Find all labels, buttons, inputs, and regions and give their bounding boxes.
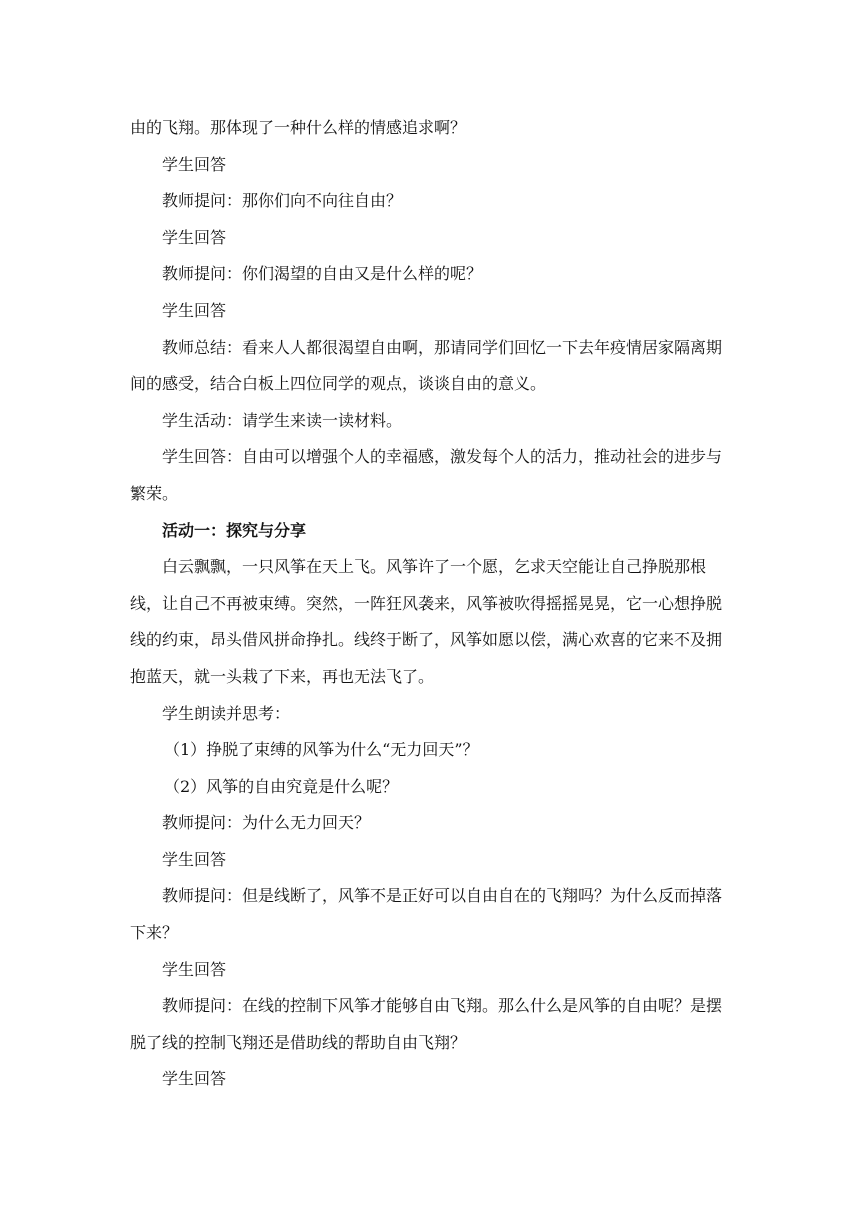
document-body <box>130 110 730 1098</box>
paragraph-student-activity: 学生活动：请学生来读一读材料。 <box>162 410 403 430</box>
paragraph-teacher-question: 教师提问：但是线断了，风筝不是正好可以自由自在的飞翔吗？为什么反而掉落下来？ <box>130 886 723 943</box>
paragraph-student-answer: 学生回答 <box>162 227 227 247</box>
section-heading: 活动一：探究与分享 <box>162 520 307 540</box>
paragraph-student-answer: 学生回答 <box>162 959 227 979</box>
paragraph-teacher-question: 教师提问：那你们向不向往自由？ <box>162 191 403 211</box>
paragraph-teacher-summary: 教师总结：看来人人都很渴望自由啊，那请同学们回忆一下去年疫情居家隔离期间的感受，结合白板上四位同学的观点，谈谈自由的意义。 <box>130 337 723 394</box>
paragraph-student-answer: 学生回答 <box>162 849 227 869</box>
paragraph-student-answer: 学生回答 <box>162 154 227 174</box>
paragraph-teacher-question: 教师提问：为什么无力回天？ <box>162 813 371 833</box>
paragraph-continuation: 由的飞翔。那体现了一种什么样的情感追求啊？ <box>130 118 467 137</box>
question-item-2: （2）风筝的自由究竟是什么呢？ <box>164 776 399 796</box>
paragraph-student-answer: 学生回答 <box>162 1069 227 1089</box>
paragraph-teacher-question: 教师提问：你们渴望的自由又是什么样的呢？ <box>162 264 483 284</box>
paragraph-student-answer: 学生回答 <box>162 300 227 320</box>
paragraph-kite-story: 白云飘飘，一只风筝在天上飞。风筝许了一个愿，乞求天空能让自己挣脱那根线，让自己不再被束缚。突然，一阵狂风袭来，风筝被吹得摇摇晃晃，它一心想挣脱线的约束，昂头借风拼命挣扎。线终于断了，风筝如愿以偿，满心欢喜的它来不及拥抱蓝天，就一头栽了下来，再也无法飞了。 <box>130 557 723 686</box>
paragraph-student-answer: 学生回答：自由可以增强个人的幸福感，激发每个人的活力，推动社会的进步与繁荣。 <box>130 447 723 503</box>
question-item-1: （1）挣脱了束缚的风筝为什么“无力回天”？ <box>164 740 479 760</box>
paragraph-teacher-question: 教师提问：在线的控制下风筝才能够自由飞翔。那么什么是风筝的自由呢？是摆脱了线的控制飞翔还是借助线的帮助自由飞翔？ <box>130 996 723 1052</box>
paragraph-student-reading: 学生朗读并思考： <box>162 703 291 723</box>
